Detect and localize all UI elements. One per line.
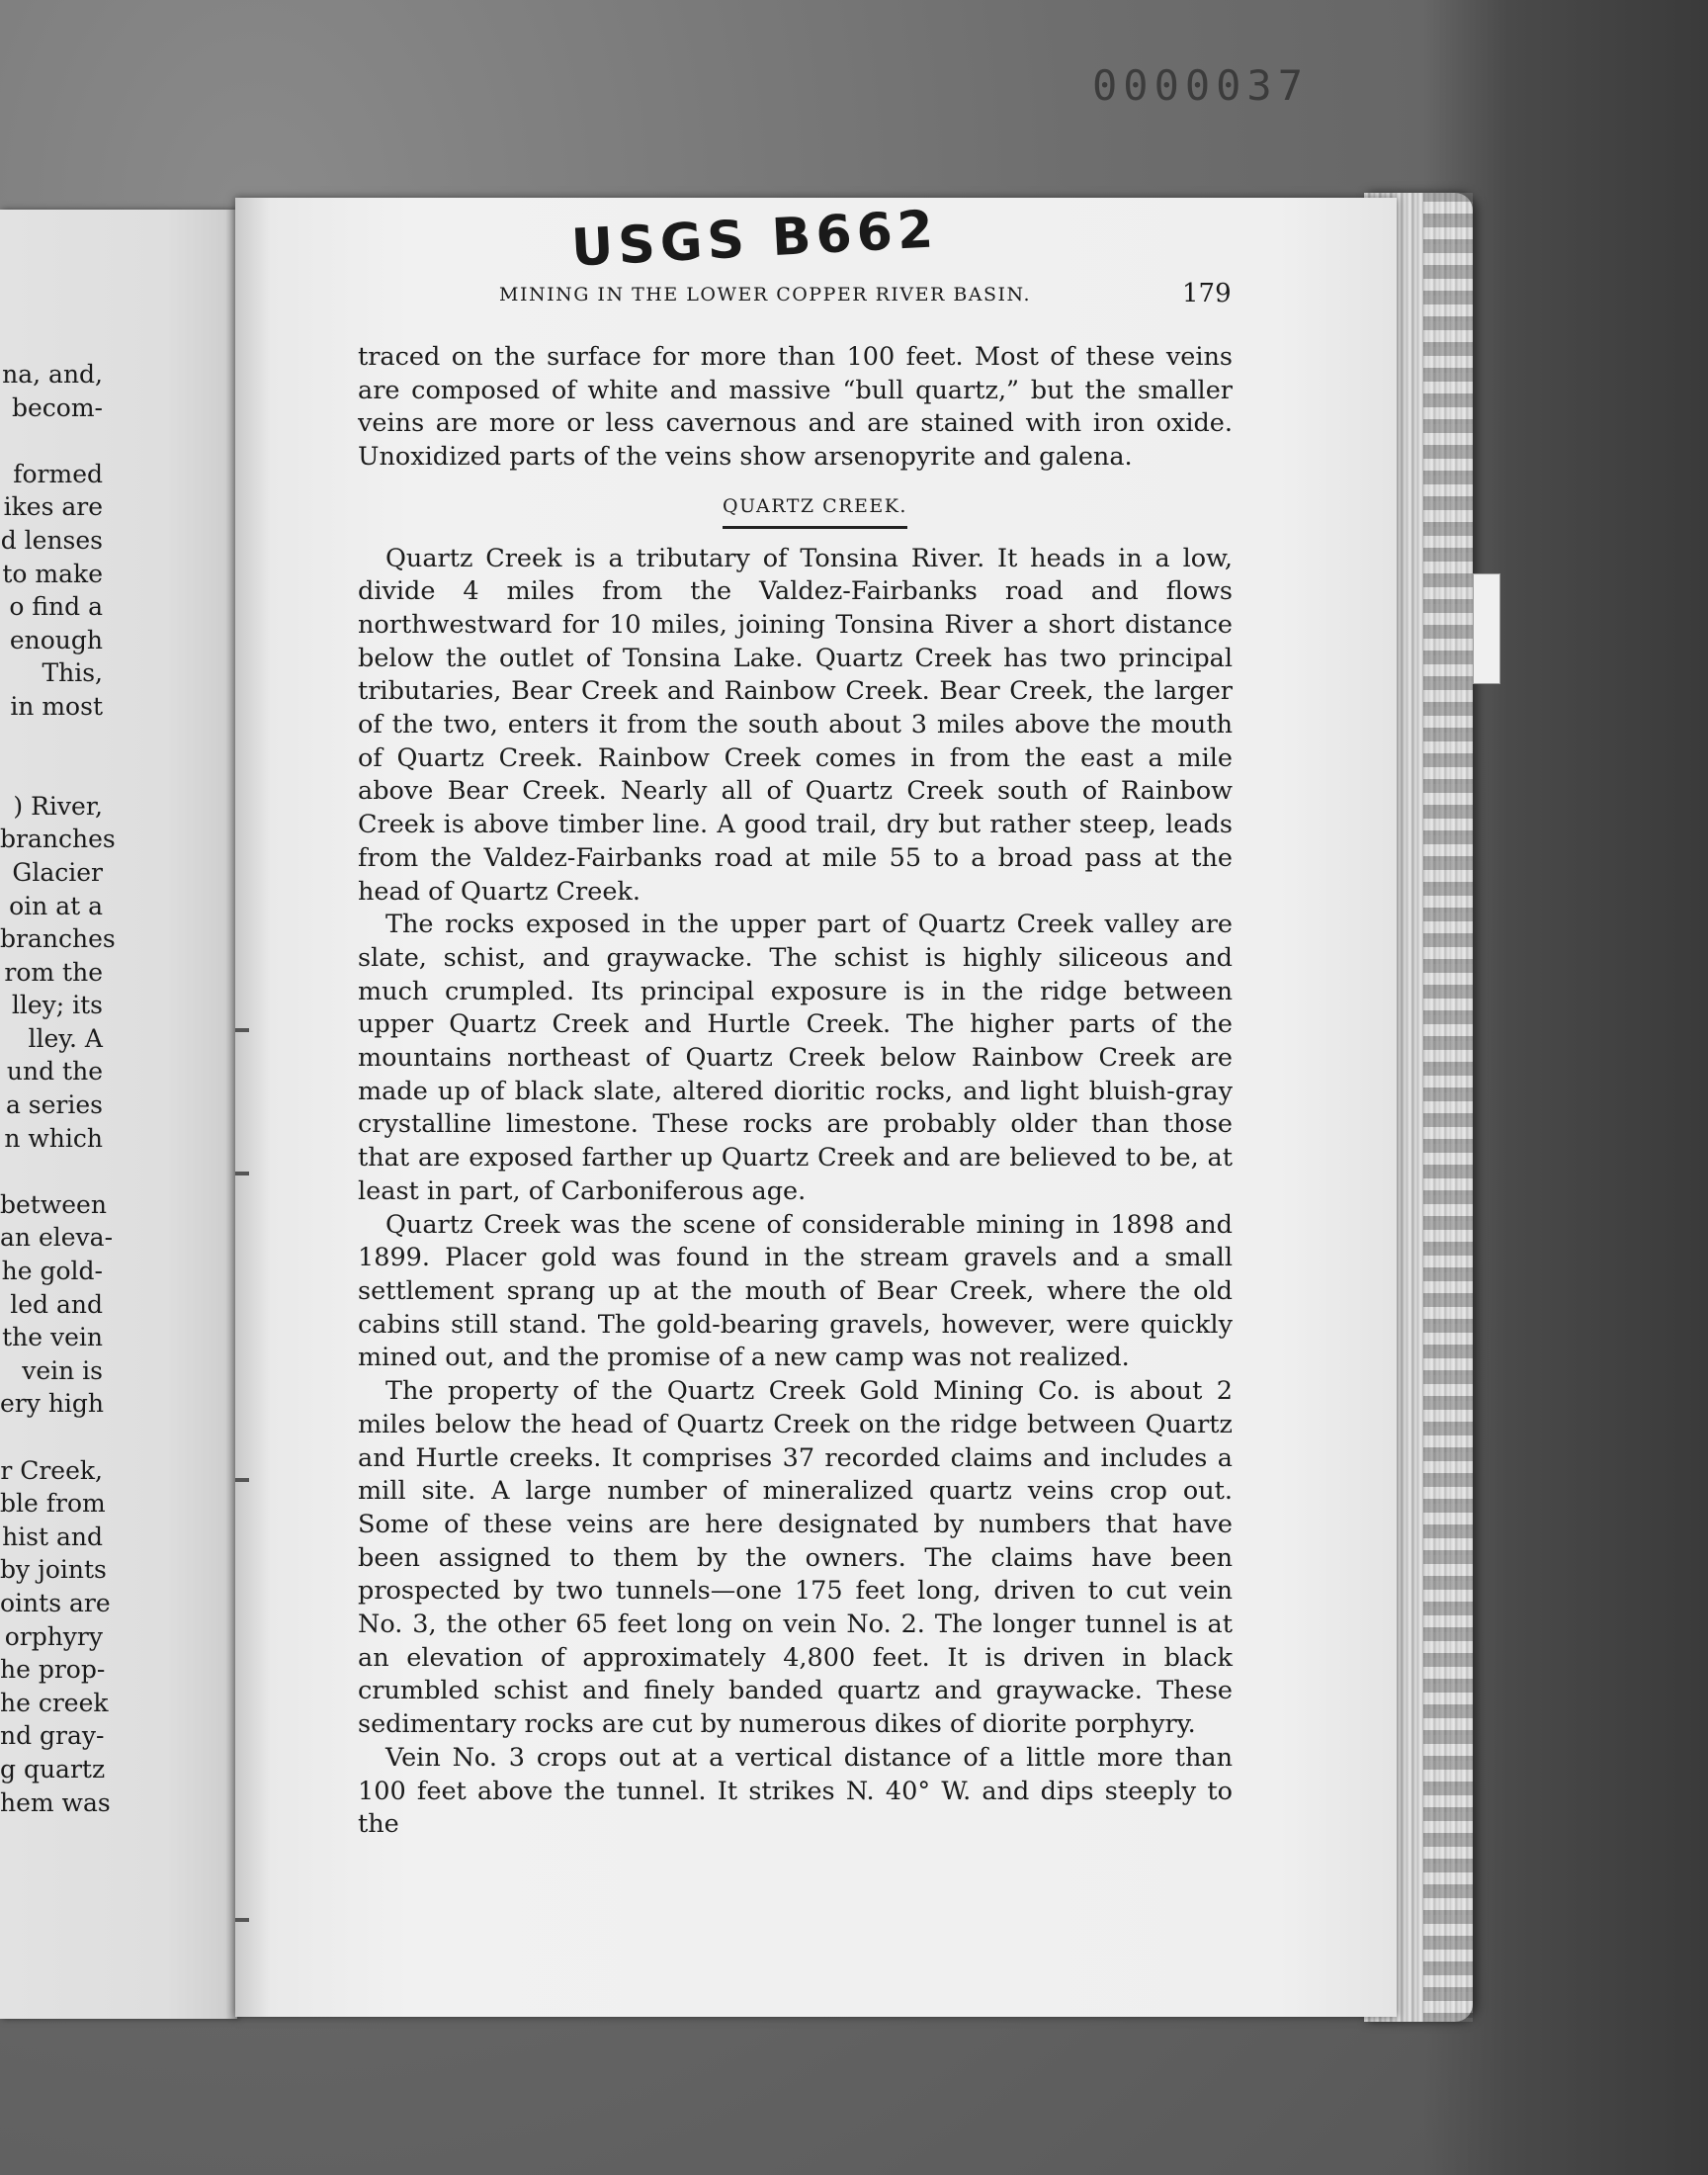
left-page-line: he prop- (0, 1655, 106, 1685)
left-page-line: becom- (11, 392, 103, 422)
page-number: 179 (1182, 279, 1232, 308)
left-page-line: This, (42, 658, 103, 688)
left-page-line: to make (2, 559, 103, 588)
left-page-line: ble from (0, 1489, 106, 1519)
binding-mark (235, 1918, 249, 1922)
left-page-line: he gold- (1, 1257, 103, 1286)
section-heading (358, 490, 1233, 529)
body-text (358, 341, 1233, 1842)
left-page-line: vein is (22, 1355, 103, 1385)
binding-mark (235, 1478, 249, 1482)
left-page-line: o find a (9, 592, 103, 622)
left-page-line: nd gray- (0, 1721, 105, 1751)
left-page-line (0, 1421, 103, 1454)
paragraph: Vein No. 3 crops out at a vertical distance of a little more than 100 feet above the tunnel. It strikes N. 40° W. and dips steeply to the (358, 1742, 1233, 1840)
left-page-line: formed (13, 459, 103, 488)
left-page-line: oin at a (9, 891, 103, 920)
paper-slip (1473, 573, 1500, 684)
running-head: MINING IN THE LOWER COPPER RIVER BASIN. (499, 284, 1031, 305)
paragraph: Quartz Creek is a tributary of Tonsina River. It heads in a low, divide 4 miles from the Valdez-Fairbanks road and flows northwestward for 10 miles, joining Tonsina River a short distance below the outlet of Tonsina Lake. Quartz Creek has two principal tributaries, Bear Creek and Rainbow Creek. Bear Creek, the larger of the two, enters it from the south about 3 miles above the mouth of Quartz Creek. Rainbow Creek comes in from the east a mile above Bear Creek. Nearly all of Quartz Creek south of Rainbow Creek is above timber line. A good trail, dry but rather steep, leads from the Valdez-Fairbanks road at mile 55 to a broad pass at the head of Quartz Creek. (358, 543, 1233, 907)
binding-mark (235, 1172, 249, 1175)
left-page-line: lley. A (28, 1023, 103, 1053)
left-page-line (0, 724, 103, 757)
intro-paragraph: traced on the surface for more than 100 feet. Most of these veins are composed of white and massive “bull quartz,” but the smaller veins are more or less cavernous and are stained with iron oxide. Unoxidized parts of the veins show arsenopyrite and galena. (358, 342, 1233, 473)
left-page-line: hem was (0, 1787, 111, 1817)
left-page-text (0, 358, 116, 1819)
left-page-line: oints are (0, 1588, 111, 1617)
left-page-line: by joints (0, 1555, 107, 1585)
paragraph: The property of the Quartz Creek Gold Mining Co. is about 2 miles below the head of Quartz Creek on the ridge between Quartz and Hurtle creeks. It comprises 37 recorded claims and includes a mill site. A large number of mineralized quartz veins crop out. Some of these veins are here designated by numbers that have been assigned to them by the owners. The claims have been prospected by two tunnels—one 175 feet long, driven to cut vein No. 3, the other 65 feet long on vein No. 2. The longer tunnel is at an elevation of approximately 4,800 feet. It is driven in black crumbled schist and finely banded quartz and graywacke. These sedimentary rocks are cut by numerous dikes of diorite porphyry. (358, 1376, 1233, 1740)
left-page-line: d lenses (0, 525, 103, 555)
paragraph: Quartz Creek was the scene of considerable mining in 1898 and 1899. Placer gold was found in the stream gravels and a small settlement sprang up at the mouth of Bear Creek, where the old cabins still stand. The gold-bearing gravels, however, were quickly mined out, and the promise of a new camp was not realized. (358, 1209, 1233, 1373)
paragraph: The rocks exposed in the upper part of Quartz Creek valley are slate, schist, and graywacke. The schist is highly siliceous and much crumpled. Its principal exposure is in the ridge between upper Quartz Creek and Hurtle Creek. The higher parts of the mountains northeast of Quartz Creek below Rainbow Creek are made up of black slate, altered dioritic rocks, and light bluish-gray crystalline limestone. These rocks are probably older than those that are exposed farther up Quartz Creek and are believed to be, at least in part, of Carboniferous age. (358, 910, 1233, 1206)
left-page-line: enough (9, 625, 103, 654)
section-heading-label: QUARTZ CREEK. (723, 490, 907, 529)
left-page-line: he creek (0, 1688, 109, 1717)
left-page-line: an eleva- (0, 1223, 114, 1253)
scan-id-stamp: 0000037 (1092, 61, 1310, 110)
left-facing-page (0, 210, 237, 2019)
binding-mark (235, 1028, 249, 1032)
handwritten-label: USGS B662 (569, 200, 940, 279)
left-page-line: in most (10, 691, 103, 721)
left-page-line: led and (10, 1289, 103, 1319)
left-page-line: a series (5, 1090, 103, 1120)
left-page-line: na, and, (2, 360, 103, 389)
left-page-line: branches (0, 825, 116, 854)
left-page-line: ) River, (13, 791, 103, 821)
left-page-line (0, 424, 103, 458)
left-page-line: ikes are (3, 492, 103, 522)
left-page-line: between (0, 1189, 107, 1219)
left-page-line: n which (4, 1123, 103, 1153)
left-page-line: r Creek, (0, 1455, 103, 1485)
left-page-line: rom the (4, 957, 103, 987)
left-page-line: g quartz (0, 1754, 106, 1784)
left-page-line (0, 756, 103, 790)
left-page-line: the vein (2, 1323, 103, 1352)
left-page-line: branches (0, 924, 116, 954)
left-page-line: lley; its (11, 991, 103, 1020)
left-page-line: orphyry (4, 1621, 103, 1651)
left-page-line: hist and (2, 1522, 103, 1551)
left-page-line: und the (6, 1057, 103, 1087)
left-page-line: ery high (0, 1389, 105, 1419)
left-page-line: Glacier (12, 857, 103, 887)
left-page-line (0, 1155, 103, 1188)
